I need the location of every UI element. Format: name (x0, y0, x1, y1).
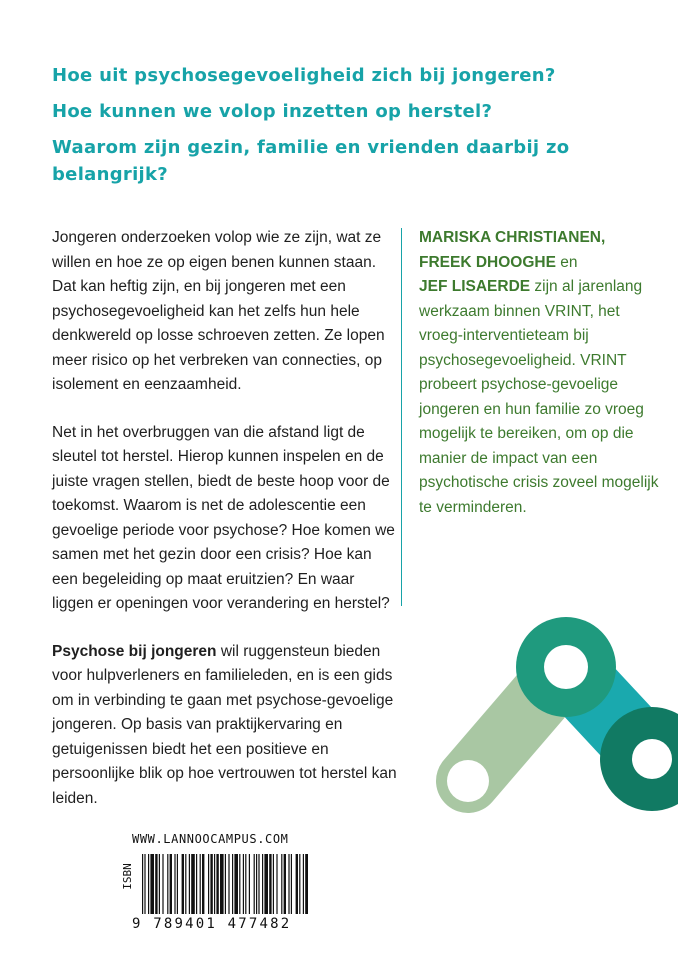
barcode-bar (202, 854, 204, 914)
barcode-bar (214, 854, 215, 914)
barcode-bar (216, 854, 218, 914)
barcode-bar (159, 854, 160, 914)
barcode-bar (296, 854, 298, 914)
author-bio-text: zijn al jarenlang werkzaam binnen VRINT, het vroeg-interventieteam bij psychosegevoeligheid. VRINT probeert psychose-gevoelige jongeren en hun familie zo vroeg mogelijk te bereiken, om op die manier de impact van een psychotische crisis zoveel mogelijk te verminderen. (419, 278, 659, 516)
barcode-bar (167, 854, 168, 914)
barcode-bar (232, 854, 233, 914)
isbn-label: ISBN (120, 863, 134, 890)
question-2: Hoe kunnen we volop inzetten op herstel? (52, 101, 493, 122)
barcode-bar (170, 854, 172, 914)
barcode-bar (258, 854, 259, 914)
publisher-website: WWW.LANNOOCAMPUS.COM (132, 832, 289, 846)
barcode-bar (220, 854, 224, 914)
barcode-bar (305, 854, 308, 914)
barcode-bar (191, 854, 195, 914)
barcode-bar (276, 854, 277, 914)
barcode-bar (269, 854, 271, 914)
author-bio (419, 226, 664, 520)
barcode-bar (196, 854, 197, 914)
question-3: Waarom zijn gezin, familie en vrienden daarbij zo belangrijk? (52, 137, 570, 185)
barcode-bar (155, 854, 157, 914)
barcode-bar (208, 854, 209, 914)
barcode-bar (150, 854, 154, 914)
barcode-bar (273, 854, 274, 914)
barcode-bar (281, 854, 282, 914)
barcode-bar (174, 854, 175, 914)
barcode-bar (182, 854, 184, 914)
barcode-bar (225, 854, 226, 914)
blurb-paragraph-3-text: wil ruggensteun bieden voor hulpverleners en familieleden, en is een gids om in verbinding te gaan met psychose-gevoelige jongeren. Op basis van praktijkervaring en getuigenissen biedt het een positieve en persoonlijke blik op hoe vertrouwen tot herstel kan leiden. (52, 642, 397, 807)
barcode-bar (284, 854, 286, 914)
barcode-bar (299, 854, 300, 914)
barcode-bar (245, 854, 246, 914)
chain-node-top (516, 617, 616, 717)
author-conjunction: en (555, 253, 578, 271)
back-cover-questions (52, 62, 652, 197)
barcode-bar (189, 854, 190, 914)
barcode-bar (291, 854, 292, 914)
author-name-2: FREEK DHOOGHE (419, 253, 556, 271)
barcode-bar (234, 854, 238, 914)
chain-link-illustration (420, 605, 678, 835)
blurb-column (52, 226, 397, 834)
barcode-bar (256, 854, 257, 914)
barcode-bars (142, 854, 308, 914)
barcode-bar (185, 854, 186, 914)
author-name-3: JEF LISAERDE (419, 278, 531, 295)
barcode-bar (249, 854, 250, 914)
barcode-bar (239, 854, 240, 914)
question-1: Hoe uit psychosegevoeligheid zich bij jongeren? (52, 65, 556, 86)
barcode-bar (210, 854, 212, 914)
isbn-number: 9 789401 477482 (132, 916, 292, 932)
barcode-bar (288, 854, 289, 914)
barcode-bar (148, 854, 149, 914)
barcode-bar (254, 854, 255, 914)
barcode-block (120, 830, 310, 940)
barcode-bar (144, 854, 145, 914)
barcode-bar (177, 854, 178, 914)
barcode-bar (200, 854, 201, 914)
barcode-bar (162, 854, 163, 914)
blurb-paragraph-3 (52, 640, 397, 812)
barcode-bar (243, 854, 244, 914)
barcode-bar (303, 854, 304, 914)
barcode-bar (264, 854, 268, 914)
barcode-bar (142, 854, 143, 914)
author-name-1: MARISKA CHRISTIANEN, (419, 229, 606, 246)
blurb-paragraph-1: Jongeren onderzoeken volop wie ze zijn, wat ze willen en hoe ze op eigen benen kunnen staan. Dat kan heftig zijn, en bij jongeren met een psychosegevoeligheid kan het zelfs hun hele denkwereld op losse schroeven zetten. Ze lopen meer risico op het verbreken van connecties, op isolement en eenzaamheid. (52, 229, 385, 393)
barcode-bar (228, 854, 229, 914)
barcode-bar (262, 854, 263, 914)
blurb-paragraph-2: Net in het overbruggen van die afstand ligt de sleutel tot herstel. Hierop kunnen inspelen en de juiste vragen stellen, biedt de beste hoop voor de toekomst. Waarom is net de adolescentie een gevoelige periode voor psychose? Hoe komen we samen met het gezin door een crisis? Hoe kan een begeleiding op maat eruitzien? En waar liggen er openingen voor verandering en herstel? (52, 423, 395, 612)
column-divider (401, 228, 402, 606)
book-title-inline: Psychose bij jongeren (52, 642, 217, 660)
